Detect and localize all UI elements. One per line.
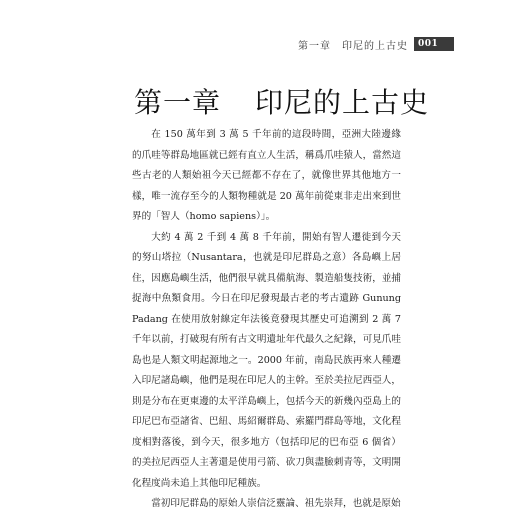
paragraph-2: 大約 4 萬 2 千到 4 萬 8 千年前，開始有智人遷徙到今天的努山塔拉（Nusantara，也就是印尼群島之意）各島嶼上居住，因應島嶼生活，他們很早就具備航海、製造船隻技術，並捕捉海中魚類食用。今日在印尼發現最古老的考古遺跡 Gunung Padang 在使用放射線定年法後竟發現其歷史可追溯到 2 萬 7 千年以前，打破現有所有古文明遺址年代最久之紀錄，可見爪哇島也是人類文明起源地之一。2000 年前，南島民族再來人種遷入印尼諸島嶼，他們是現在印尼人的主幹。至於美拉尼西亞人，則是分布在更東邊的太平洋島嶼上，包括今天的新幾內亞島上的印尼巴布亞諸省、巴紐、馬紹爾群島、索羅門群島等地，文化程度相對落後，到今天，很多地方（包括印尼的巴布亞 6 個省）的美拉尼西亞人主著還是使用弓箭、砍刀與盡臉刺青等，文明開化程度尚未追上其他印尼種族。	[132, 231, 401, 489]
chapter-name: 印尼的上古史	[255, 85, 430, 119]
chapter-number: 第一章	[134, 85, 222, 119]
body-text	[132, 125, 401, 515]
running-chapter-label: 第一章 印尼的上古史	[298, 40, 408, 52]
running-header	[298, 37, 454, 51]
paragraph-1: 在 150 萬年到 3 萬 5 千年前的這段時間，亞洲大陸邊緣的爪哇等群島地區就已經有直立人生活，稱爲爪哇猿人，當然這些古老的人類始祖今天已經都不存在了，就像世界其他地方一樣，唯一流存至今的人類物種就是 20 萬年前從東非走出來到世界的「智人（homo sapiens）」。	[132, 129, 401, 222]
page-number: 001	[414, 37, 454, 51]
chapter-title	[134, 81, 429, 121]
paragraph-3: 當初印尼群島的原始人崇信泛靈論、祖先崇拜，也就是原始	[151, 498, 401, 509]
